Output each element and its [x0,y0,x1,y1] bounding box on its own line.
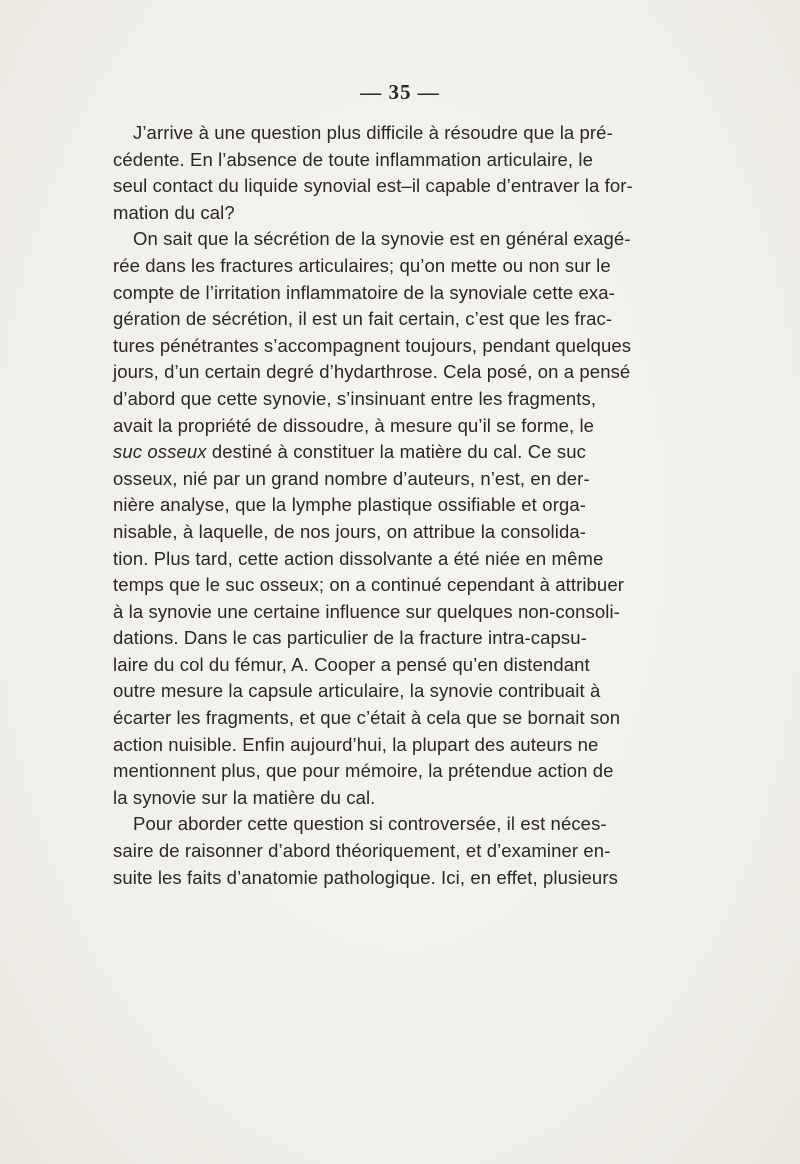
text-line: temps que le suc osseux; on a continué cependant à attribuer [113,574,624,596]
text-line: saire de raisonner d’abord théoriquement, et d’examiner en- [113,840,611,862]
text-line: On sait que la sécrétion de la synovie est en général exagé- [133,228,631,250]
text-line: rée dans les fractures articulaires; qu’on mette ou non sur le [113,254,611,276]
text-line: tures pénétrantes s’accompagnent toujours, pendant quelques [113,334,632,356]
text-line: la synovie sur la matière du cal. [113,786,376,808]
text-line: d’abord que cette synovie, s’insinuant entre les fragments, [113,387,597,409]
paragraph-2 [113,226,632,811]
text-line: suite les faits d’anatomie pathologique. Ici, en effet, plusieurs [113,866,618,888]
text-line: compte de l’irritation inflammatoire de la synoviale cette exa- [113,281,615,303]
text-line: outre mesure la capsule articulaire, la synovie contribuait à [113,680,601,702]
text-line: gération de sécrétion, il est un fait certain, c’est que les frac- [113,308,613,330]
text-line-with-italic: suc osseux destiné à constituer la matière du cal. Ce suc [113,441,587,463]
paragraph-3 [113,811,618,891]
paragraph-1 [113,120,633,226]
text-line: avait la propriété de dissoudre, à mesure qu’il se forme, le [113,414,595,436]
body-text [113,120,633,891]
text-line: tion. Plus tard, cette action dissolvante a été niée en même [113,547,604,569]
text-line: seul contact du liquide synovial est–il capable d’entraver la for- [113,175,633,197]
text-line: osseux, nié par un grand nombre d’auteurs, n’est, en der- [113,467,590,489]
text-line: action nuisible. Enfin aujourd’hui, la plupart des auteurs ne [113,733,599,755]
text-line: jours, d’un certain degré d’hydarthrose. Cela posé, on a pensé [113,361,631,383]
text-line: laire du col du fémur, A. Cooper a pensé qu’en distendant [113,653,590,675]
text-line: dations. Dans le cas particulier de la fracture intra-capsu- [113,627,587,649]
text-line: Pour aborder cette question si controversée, il est néces- [133,813,607,835]
text-line: nière analyse, que la lymphe plastique ossifiable et orga- [113,494,586,516]
text-line: mation du cal? [113,201,235,223]
text-line: J’arrive à une question plus difficile à résoudre que la pré- [133,122,613,143]
text-line: à la synovie une certaine influence sur quelques non-consoli- [113,600,620,622]
text-line: écarter les fragments, et que c’était à cela que se bornait son [113,707,621,729]
page-number: — 35 — [360,80,440,104]
text-line: mentionnent plus, que pour mémoire, la prétendue action de [113,760,614,782]
text-line: nisable, à laquelle, de nos jours, on attribue la consolida- [113,520,586,542]
text-line: cédente. En l’absence de toute inflammation articulaire, le [113,148,593,170]
